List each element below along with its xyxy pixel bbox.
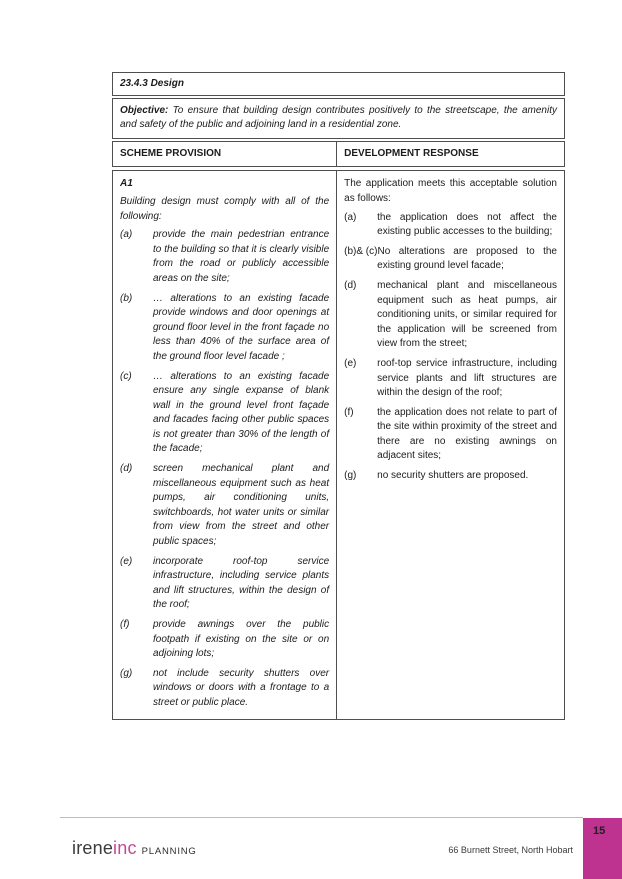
item-label: (d): [120, 463, 133, 475]
assessment-table: [112, 72, 565, 722]
response-item-e: [344, 357, 557, 401]
item-label: (g): [120, 667, 133, 679]
provision-intro: Building design must comply with all of the following:: [120, 195, 330, 222]
column-header-row: [112, 141, 565, 168]
response-item-g: [344, 469, 557, 484]
item-text: … alterations to an existing facade provide windows and door openings at ground floor level in the front façade no less than 40% of the surface area of the ground floor level facade ;: [153, 292, 330, 362]
item-text: no security shutters are proposed.: [377, 470, 529, 482]
item-text: the application does not affect the existing public accesses to the building;: [377, 211, 557, 238]
item-text: screen mechanical plant and miscellaneous equipment such as heat pumps, air conditioning units, switchboards, hot water units or similar from view from the street and other public spaces;: [153, 463, 330, 548]
objective-text: To ensure that building design contributes positively to the streetscape, the amenity and safety of the public and adjoining land in a residential zone.: [120, 104, 557, 131]
item-text: roof-top service infrastructure, including service plants and lift structures are within the design of the roof;: [377, 357, 557, 399]
item-text: provide the main pedestrian entrance to the building so that it is clearly visible from the road or publicly accessible areas on the site;: [153, 229, 330, 284]
development-response-cell: [337, 171, 564, 718]
provision-item-d: [120, 462, 329, 550]
scheme-provision-cell: [113, 171, 337, 718]
objective-label: Objective:: [120, 104, 169, 116]
item-label: (f): [344, 406, 354, 418]
provision-item-c: [120, 370, 329, 458]
response-item-b-c: [344, 245, 557, 274]
item-text: the application does not relate to part of the site within proximity of the street and there are no existing awnings on adjacent sites;: [377, 406, 557, 462]
provision-item-f: [120, 618, 329, 662]
item-label: (e): [120, 555, 133, 567]
response-item-f: [344, 406, 557, 464]
provision-item-b: [120, 292, 329, 365]
ireneinc-logo: [72, 838, 197, 859]
item-text: incorporate roof-top service infrastructure, including service plants and lift structures, within the design of the roof;: [153, 555, 330, 611]
item-text: mechanical plant and miscellaneous equipment such as heat pumps, air conditioning units, or similar required for the application will be screened from view from the street;: [377, 279, 557, 350]
provision-item-e: [120, 555, 329, 613]
table-content-row: [112, 170, 565, 719]
page-number: 15: [593, 825, 606, 837]
scheme-provision-header: SCHEME PROVISION: [113, 142, 337, 167]
item-text: not include security shutters over windows or doors with a frontage to a street or public place.: [153, 667, 330, 708]
item-text: … alterations to an existing facade ensure any single expanse of blank wall in the ground level front façade and facades facing other public spaces is not greater than 30% of the length of the facade;: [153, 370, 330, 455]
response-item-d: [344, 279, 557, 352]
item-label: (g): [344, 470, 357, 482]
response-intro: The application meets this acceptable solution as follows:: [344, 178, 557, 204]
logo-planning-text: PLANNING: [141, 846, 197, 857]
footer-address: 66 Burnett Street, North Hobart: [448, 845, 573, 855]
section-title: 23.4.3 Design: [120, 78, 184, 89]
item-label: (b): [120, 292, 133, 304]
objective-row: [112, 98, 565, 139]
item-label: (e): [344, 357, 357, 369]
page-number-box: [583, 818, 622, 879]
provision-code: A1: [120, 178, 133, 190]
table-title-row: [112, 72, 565, 96]
item-label: (b)& (c): [344, 245, 378, 257]
response-item-a: [344, 211, 557, 240]
provision-item-g: [120, 667, 329, 711]
logo-inc-text: inc: [113, 838, 137, 858]
development-response-header: DEVELOPMENT RESPONSE: [344, 147, 479, 159]
item-label: (f): [120, 619, 130, 630]
footer-divider: [60, 817, 583, 818]
item-label: (c): [120, 370, 132, 382]
item-label: (d): [344, 279, 357, 291]
item-label: (a): [120, 229, 133, 241]
provision-item-a: [120, 228, 329, 286]
item-label: (a): [344, 211, 357, 223]
item-text: provide awnings over the public footpath if existing on the site or on adjoining lots;: [153, 619, 330, 660]
item-text: No alterations are proposed to the existing ground level facade;: [377, 245, 557, 272]
logo-irene-text: irene: [72, 838, 114, 858]
